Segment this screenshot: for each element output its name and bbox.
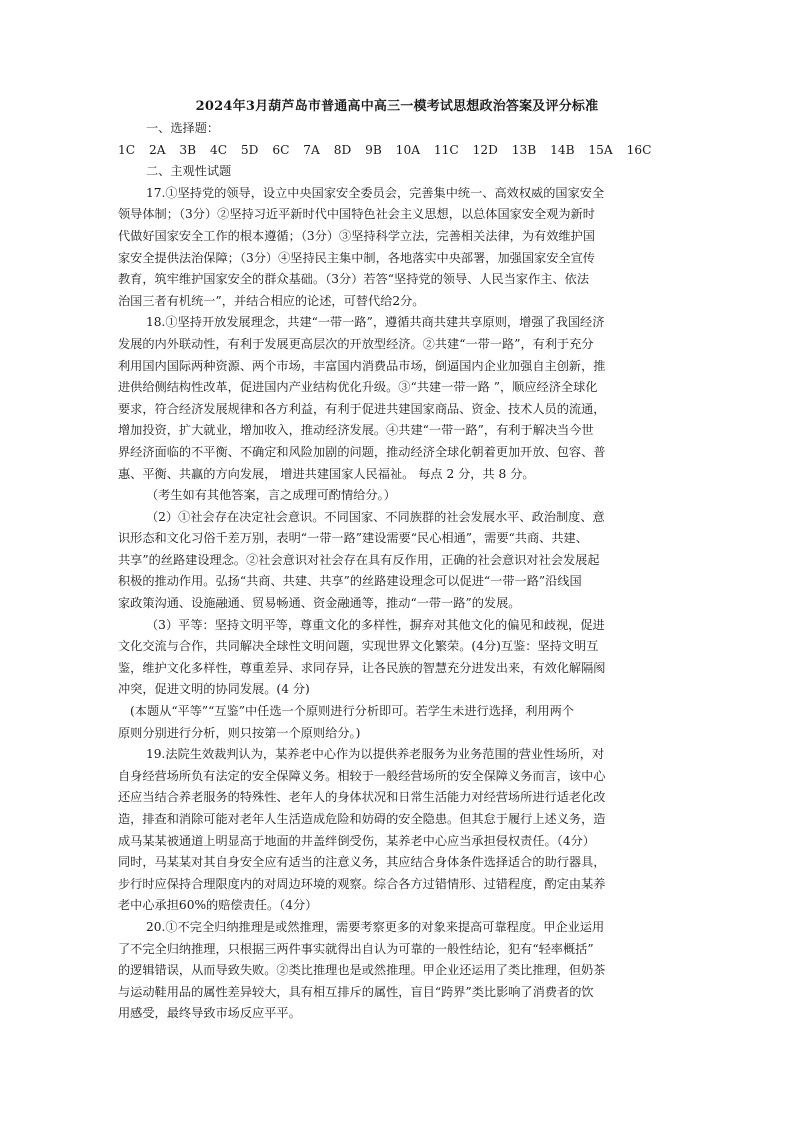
text-line: 二、主观性试题 <box>146 164 232 179</box>
text-line: 鉴，维护文化多样性，尊重差异、求同存异，让各民族的智慧充分进发出来，有效化解隔阂 <box>118 660 606 675</box>
text-line: 原则分别进行分析，则只按第一个原则给分。) <box>118 725 361 740</box>
text-line: 共享”的丝路建设理念。②社会意识对社会存在具有反作用，正确的社会意识对社会发展起 <box>118 552 600 567</box>
text-line: 自身经营场所负有法定的安全保障义务。相较于一般经营场所的安全保障义务而言，该中心 <box>118 768 606 783</box>
text-line: 的逻辑错误，从而导致失败。②类比推理也是或然推理。甲企业还运用了类比推理，但奶茶 <box>118 963 606 978</box>
text-line: 20.①不完全归纳推理是或然推理，需要考察更多的对象来提高可靠程度。甲企业运用 <box>146 919 605 934</box>
text-line: （考生如有其他答案，言之成理可酌情给分。） <box>146 488 396 503</box>
text-line: 治国三者有机统一”，并结合相应的论述，可替代给2分。 <box>118 293 425 308</box>
text-line: 家安全提供法治保障；（3分）④坚持民主集中制，各地落实中央部署，加强国家安全宣传 <box>118 250 595 265</box>
text-line: 增加投资，扩大就业，增加收入，推动经济发展。④共建“一带一路”，有利于解决当今世 <box>118 423 594 438</box>
text-line: 利用国内国际两种资源、两个市场，丰富国内消费品市场，倒逼国内企业加强自主创新，推 <box>118 358 606 373</box>
text-line: 步行时应保持合理限度内的对周边环境的观察。综合各方过错情形、过错程度，酌定由某养 <box>118 876 606 891</box>
document-body <box>118 118 682 1025</box>
text-line: 文化交流与合作，共同解决全球性文明问题，实现世界文化繁荣。(4分)互鉴：坚持文明互 <box>118 639 599 654</box>
text-line: (本题从“平等”“互鉴”中任选一个原则进行分析即可。若学生未进行选择，利用两个 <box>130 704 575 719</box>
text-line: 家政策沟通、设施融通、贸易畅通、资金融通等，推动“一带一路”的发展。 <box>118 596 521 611</box>
text-line: 1C 2A 3B 4C 5D 6C 7A 8D 9B 10A 11C 12D 13B 14B 15A 16C <box>118 142 652 157</box>
text-line: 同时，马某某对其自身安全应有适当的注意义务，其应结合身体条件选择适合的助行器具， <box>118 855 606 870</box>
text-line: 用感受，最终导致市场反应平平。 <box>118 1006 301 1021</box>
text-line: 与运动鞋用品的属性差异较大，具有相互排斥的属性，盲目“跨界”类比影响了消费者的饮 <box>118 984 594 999</box>
text-line: 进供给侧结构性改革，促进国内产业结构优化升级。③“共建一带一路 ”，顺应经济全球化 <box>118 380 598 395</box>
text-line: 成马某某被通道上明显高于地面的井盖绊倒受伤，某养老中心应当承担侵权责任。（4分） <box>118 833 595 848</box>
text-line: 造，排查和消除可能对老年人生活造成危险和妨碍的安全隐患。但其怠于履行上述义务，造 <box>118 812 606 826</box>
text-line: （2）①社会存在决定社会意识。不同国家、不同族群的社会发展水平、政治制度、意 <box>146 509 605 524</box>
document-title: 2024年3月葫芦岛市普通高中高三一模考试思想政治答案及评分标准 <box>195 99 599 114</box>
text-line: 19.法院生效裁判认为，某养老中心作为以提供养老服务为业务范围的营业性场所，对 <box>146 747 605 762</box>
text-line: 发展的内外联动性，有利于发展更高层次的开放型经济。②共建“一带一路”，有利于充分 <box>118 336 594 351</box>
text-line: 惠、平衡、共赢的方向发展， 增进共建国家人民福祉。 每点 2 分，共 8 分。 <box>118 466 535 481</box>
text-line: 教育，筑牢维护国家安全的群众基础。（3分）若答“坚持党的领导、人民当家作主、依法 <box>118 272 590 287</box>
text-line: 识形态和文化习俗千差万别，表明“一带一路”建设需要“民心相通”，需要“共商、共建、 <box>118 531 588 546</box>
text-line: 17.①坚持党的领导，设立中央国家安全委员会，完善集中统一、高效权威的国家安全 <box>146 185 605 200</box>
text-line: 代做好国家安全工作的根本遵循；（3分）③坚持科学立法，完善相关法律，为有效维护国 <box>118 228 595 243</box>
text-line: 老中心承担60%的赔偿责任。（4分） <box>118 898 318 913</box>
text-line: 领导体制；（3分）②坚持习近平新时代中国特色社会主义思想，以总体国家安全观为新时 <box>118 207 595 222</box>
text-line: 积极的推动作用。弘扬“共商、共建、共享”的丝路建设理念可以促进“一带一路”沿线国 <box>118 574 582 589</box>
text-line: 还应当结合养老服务的特殊性、老年人的身体状况和日常生活能力对经营场所进行适老化改 <box>118 790 606 805</box>
text-line: 18.①坚持开放发展理念，共建“一带一路”，遵循共商共建共享原则，增强了我国经济 <box>146 315 605 330</box>
text-line: 冲突，促进文明的协同发展。(4 分) <box>118 682 310 697</box>
text-line: 一、选择题： <box>146 121 220 135</box>
text-line: 了不完全归纳推理，只根据三两件事实就得出自认为可靠的一般性结论，犯有“轻率概括” <box>118 941 594 956</box>
text-line: （3）平等：坚持文明平等，尊重文化的多样性，摒弃对其他文化的偏见和歧视，促进 <box>146 617 605 632</box>
text-line: 要求，符合经济发展规律和各方利益，有利于促进共建国家商品、资金、技术人员的流通， <box>118 401 606 416</box>
text-line: 界经济面临的不平衡、不确定和风险加剧的问题，推动经济全球化朝着更加开放、包容、普 <box>118 444 606 459</box>
